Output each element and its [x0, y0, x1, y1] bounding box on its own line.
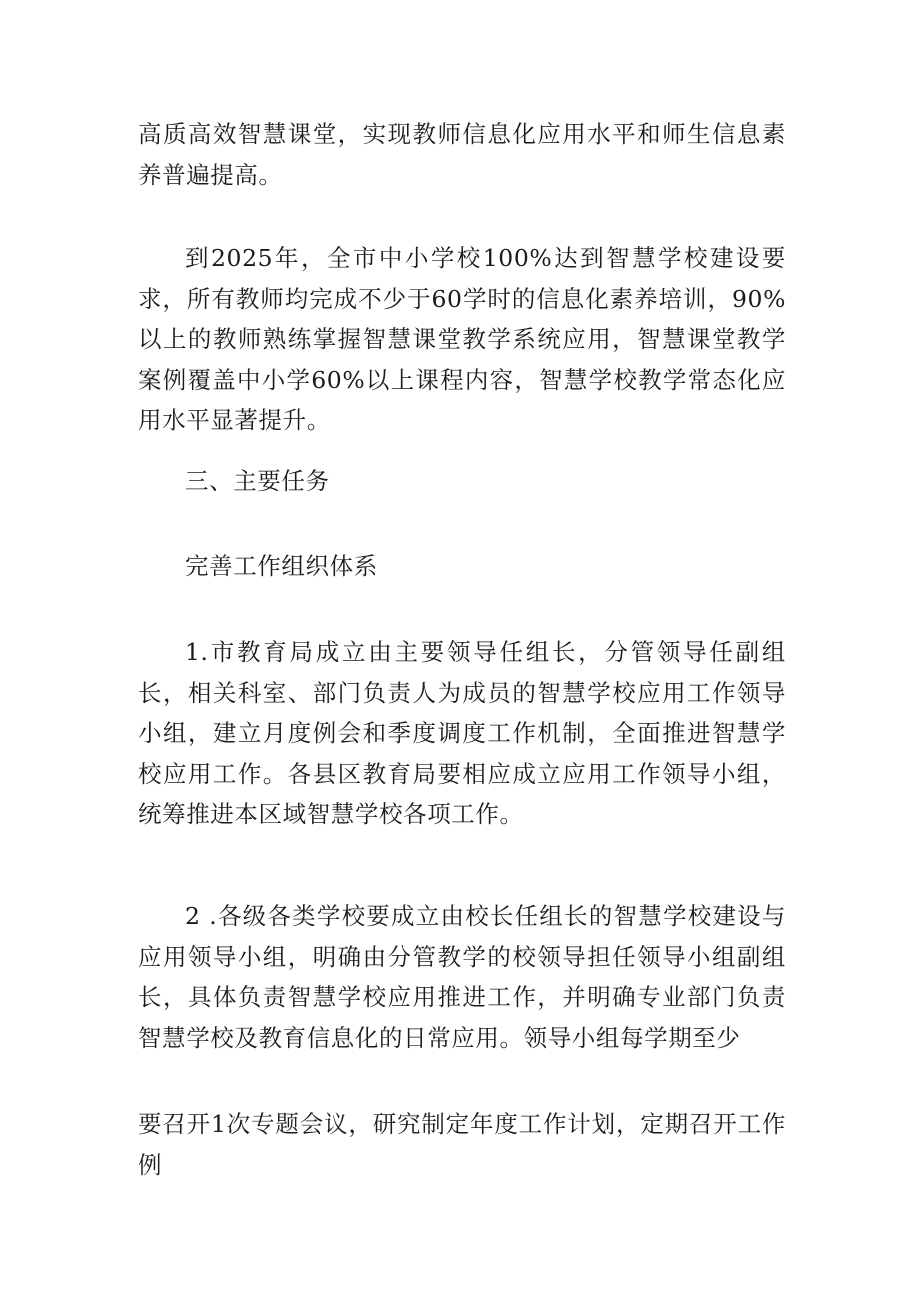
subheading-organization-system: 完善工作组织体系 — [185, 552, 378, 580]
paragraph-goal-continuation: 高质高效智慧课堂，实现教师信息化应用水平和师生信息素养普遍提高。 — [138, 120, 786, 189]
section-heading-main-tasks: 三、主要任务 — [185, 467, 330, 495]
paragraph-continuation: 要召开1次专题会议，研究制定年度工作计划，定期召开工作例 — [138, 1110, 786, 1179]
paragraph-item-2: 2 .各级各类学校要成立由校长任组长的智慧学校建设与应用领导小组，明确由分管教学的校领导担任领导小组副组长，具体负责智慧学校应用推进工作，并明确专业部门负责智慧学校及教育信息化的日常应用。领导小组每学期至少 — [138, 902, 786, 1052]
paragraph-2025-targets: 到2025年，全市中小学校100%达到智慧学校建设要求，所有教师均完成不少于60学时的信息化素养培训，90%以上的教师熟练掌握智慧课堂教学系统应用，智慧课堂教学案例覆盖中小学60%以上课程内容，智慧学校教学常态化应用水平显著提升。 — [138, 244, 786, 434]
paragraph-item-1: 1.市教育局成立由主要领导任组长，分管领导任副组长，相关科室、部门负责人为成员的智慧学校应用工作领导小组，建立月度例会和季度调度工作机制，全面推进智慧学校应用工作。各县区教育局要相应成立应用工作领导小组，统筹推进本区域智慧学校各项工作。 — [138, 638, 786, 828]
